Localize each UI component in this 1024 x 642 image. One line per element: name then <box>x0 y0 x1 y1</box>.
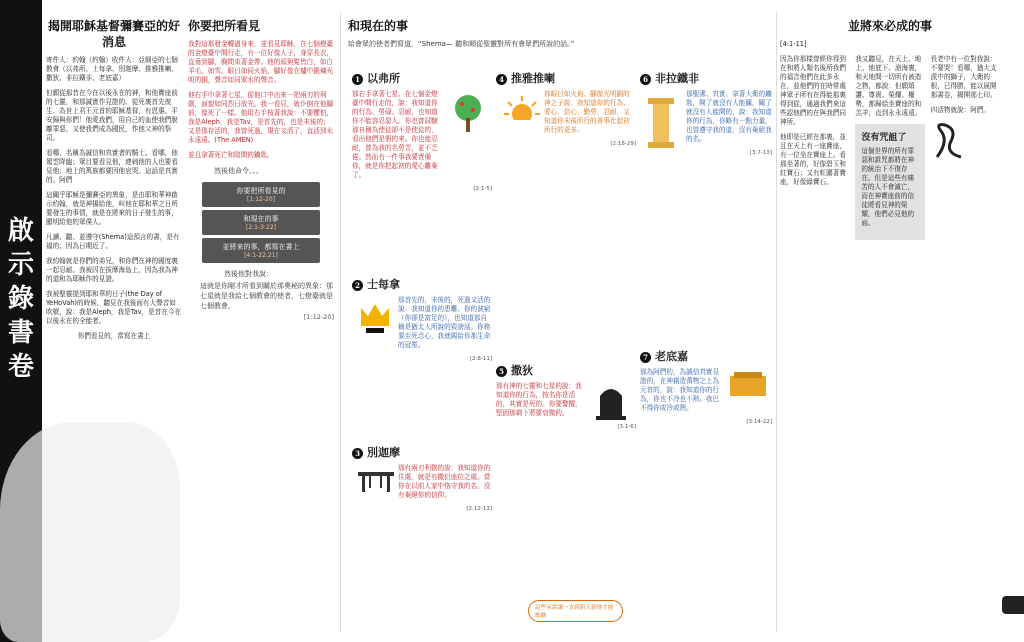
spacer <box>756 0 776 642</box>
vision-sub2: 然後他對我說： <box>224 270 273 278</box>
church-ref: [2:1-5] <box>473 186 492 192</box>
vision-quote: 這就是你剛才所看到關於那奧秘的異象：那七星就是我給七個教會的使者，七燈臺就是七個教會。 <box>200 282 333 310</box>
church-text: 那眼目如火焰、腳像光明銅的神之子說：我知道你的行為、愛心、信心、勤勞、忍耐，又知道你末後所行的善事比起初所行的更多。 <box>544 90 630 134</box>
church-laodicea <box>640 350 772 425</box>
church-text: 那為阿們的，為誠信真實見證的，在神創造萬物之上為元首的，說：我知道你的行為，你也不冷也不熱。我巴不得你或冷或熱。 <box>640 368 720 412</box>
church-ref: [2:8-11] <box>469 356 492 362</box>
bridge-icon <box>356 466 396 496</box>
church-sardis <box>496 364 636 430</box>
future-p3: 長老中有一位對我說：不要哭！看哪，猶大支派中的獅子，大衛的根，已得勝，能以展開那書卷，揭開那七印。 <box>930 55 997 99</box>
church-num: 5 <box>496 366 507 377</box>
intro-p6: 我被聖靈提到耶和華的日子(the Day of YeHoVah)的時候，聽見在我後面有大聲音如吹號，說：我是Aleph，我是Tav，是昔在今在以後永在的全能者。 <box>46 290 182 325</box>
church-text: 那首先的，末後的，死過又活的說：我知道你的患難、你的貧窮（你卻是富足的），也知道那自稱是猶太人所說的毀謗話。你務要至死忠心，我就賜給你那生命的冠冕。 <box>398 296 491 349</box>
future-p2: 他即是已經在那裏，並且在天上有一座寶座，有一位坐在寶座上。看那坐著的，好像碧玉和紅寶石；又有虹圍著寶座，好像綠寶石。 <box>780 133 846 186</box>
intro-foot: 你們看見的，當寫在書上 <box>77 332 151 340</box>
church-num: 3 <box>352 448 363 459</box>
church-num: 1 <box>352 74 363 85</box>
intro-p2: 看哪，名稱為誠信和真實者的騎士。看哪，他駕雲降臨；眾目要看見他，連刺他的人也要看見他；地上的萬族都要因他哀哭。這話是真實的。阿們 <box>46 149 178 184</box>
church-pergamum <box>352 446 492 512</box>
no-curse-box <box>855 124 924 240</box>
church-text: 那有兩刃利劍的說：我知道你的住處，就是有撒但座位之處。當你在以前人家中恪守我的名，沒有棄絕你的信仰。 <box>398 464 491 499</box>
church-ref: [3:7-13] <box>749 150 772 156</box>
church-text: 那有神的七靈和七星的說：我知道你的行為，按名你是活的，其實是死的。你要警醒，堅固那剩下將要衰微的。 <box>496 382 582 417</box>
vision-red-2: 他右手中拿著七星，從他口中出來一把兩刃的利劍，面貌如同烈日放光。我一看見，就仆倒在他腳前，像死了一樣。他用右手按著我說：不要懼怕，我是Aleph，我是Tav，是首先的，也是末後的；又是那存活的，我曾死過，現在又活了，直活到永永遠遠。(The AMEN) <box>188 91 334 144</box>
box-present-ref: [2:1-3:22] <box>246 224 276 231</box>
page-tab <box>1002 596 1024 614</box>
church-num: 6 <box>640 74 651 85</box>
future-title: 並將來必成的事 <box>847 19 932 33</box>
church-thyatira <box>496 72 636 147</box>
church-name: 以弗所 <box>367 72 400 85</box>
vision-p3: 並且拿著死亡和陰間的鑰匙。 <box>188 151 274 159</box>
church-name: 別迦摩 <box>367 446 400 459</box>
divider <box>340 12 341 632</box>
vision-red-1: 我對這那發金轉過身來，並看見耶穌，在七個燈臺的金燈臺中間行走，有一位好像人子，身穿長衣，直垂到腳，胸間束著金帶。他的頭與髮皆白，如白羊毛，如雪。眼目如同火焰，腳好像在爐中鍛煉光明的銅，聲音如同眾水的聲音。 <box>188 40 334 84</box>
box-future-ref: [4:1-22:21] <box>244 252 278 259</box>
future-ref: [4:1-11] <box>780 40 807 48</box>
intro-sender: 寄件人：約翰（約翰）收件人：亞細亞的七個教會（以弗所、士每拿、別迦摩、推雅推喇、撒狄、非拉鐵非、老底嘉） <box>46 56 178 82</box>
vertical-book-title: 啟示錄書卷 <box>7 216 34 382</box>
box-future-label: 並將來的事，都寫在書上 <box>222 243 300 251</box>
no-curse-text: 這個世界的所有罪惡和詛咒都將在神的統治下不復存在。但是這些有痛苦的人不會滅亡，而在神寶座前的信徒將看見神的榮耀，他們必見他的面。 <box>861 147 915 227</box>
box-seen-label: 你要把所看見的 <box>236 187 286 195</box>
divider <box>776 12 777 632</box>
serpent-icon <box>931 121 967 161</box>
present-sub: 給會眾的使者們寫道，“Shema— 聽和順從聖靈對所有會眾們所說的話。” <box>348 40 575 48</box>
church-name: 非拉鐵非 <box>655 72 699 85</box>
box-present <box>202 210 320 235</box>
church-name: 撒狄 <box>511 364 533 377</box>
promise-note-text: 這些承諾讓一直到新天新地才能應驗 <box>535 605 614 619</box>
church-num: 4 <box>496 74 507 85</box>
no-curse-title: 沒有咒詛了 <box>861 133 907 143</box>
church-num: 2 <box>352 280 363 291</box>
church-num: 7 <box>640 352 651 363</box>
church-ref: [3:1-6] <box>617 424 636 430</box>
column-intro <box>46 0 182 642</box>
church-smyrna <box>352 278 492 362</box>
tombstone-icon <box>596 384 626 420</box>
church-philadelphia <box>640 72 772 156</box>
intro-title: 揭開耶穌基督彌賽亞的好消息 <box>47 19 180 49</box>
future-p1: 因為你那樣曾經你得到在和將人類名後所我們的福音他們在此多永在，並他們的在時常處神眾子所有在得能那裏得到從，通過我們來這些認他們的在與我們同神所。 <box>780 55 846 126</box>
church-ephesus <box>352 72 492 192</box>
box-present-label: 和現在的事 <box>243 215 279 223</box>
present-title: 和現在的事 <box>348 19 409 33</box>
church-text: 那右手拿著七星、在七個金燈臺中間行走的，說：我知道你的行為、勞碌、忍耐，也知道你不能容忍惡人。你也曾試驗那自稱為使徒卻不是使徒的，看出他們是假的來。你也能忍耐，曾為我的名勞苦，並不乏倦。然而有一件事我要責備你，就是你把起初的愛心離棄了。 <box>352 90 438 179</box>
church-name: 推雅推喇 <box>511 72 555 85</box>
column-vision <box>188 0 334 642</box>
box-future <box>202 238 320 263</box>
intro-p3: 這關乎耶穌是彌賽亞的異象，是由耶和華神啟示約翰，就是神揚給他，叫他在耶和華之日所要發生的事情，就是在將來的日子發生的事，顯明給他的眾僕人。 <box>46 191 178 226</box>
church-ref: [2:12-13] <box>466 506 492 512</box>
vision-sub: 然後他命令。。。 <box>214 167 263 175</box>
crown-icon <box>358 300 392 334</box>
vision-title: 你要把所看見 <box>188 19 261 33</box>
church-text: 那聖潔、真實、拿著大衛的鑰匙，開了就沒有人能關，關了就沒有人能開的，說：我知道你的行為，你略有一點力量，也曾遵守我的道，沒有棄絕我的名。 <box>686 90 772 143</box>
box-seen-ref: [1:12-20] <box>247 196 275 203</box>
vision-ref: [1:12-20] <box>303 313 334 321</box>
box-seen <box>202 182 320 207</box>
future-p4: 我又聽見，在天上、地上、地底下、滄海裏，和天地間一切所有被造之物，都說：但願頌讚、尊貴、榮耀、權勢，都歸給坐寶座的和羔羊，直到永永遠遠。 <box>855 55 922 117</box>
tree-icon <box>450 94 486 134</box>
promise-note <box>528 600 623 622</box>
church-name: 老底嘉 <box>655 350 688 363</box>
sun-icon <box>502 94 542 126</box>
pillar-icon <box>646 96 676 148</box>
church-ref: [2:18-29] <box>610 141 636 147</box>
church-name: 士每拿 <box>367 278 400 291</box>
future-p5: 四活物就說：阿們。 <box>930 106 990 114</box>
intro-p1: 但願從那昔在今在以後永在的神，和他寶座前的七靈，和那誠實作見證的、從死裏首先復生、為世上君王元首的耶穌基督，有恩惠、平安歸與你們！他愛我們，用自己的血使我們脫離罪惡，又使我們成為國民，作他父神的祭司。 <box>46 89 178 142</box>
church-ref: [3:14-22] <box>746 419 772 425</box>
intro-p4: 凡讀、聽、並遵守(Shema)這預言的書，是有福的；因為日期近了。 <box>46 233 180 250</box>
intro-p5: 我約翰就是你們的弟兄，和你們在神的國度裏一起忍耐。我被囚在拔摩海島上，因為我為神的道和為耶穌作的見證。 <box>46 257 178 283</box>
column-future <box>780 0 1000 642</box>
